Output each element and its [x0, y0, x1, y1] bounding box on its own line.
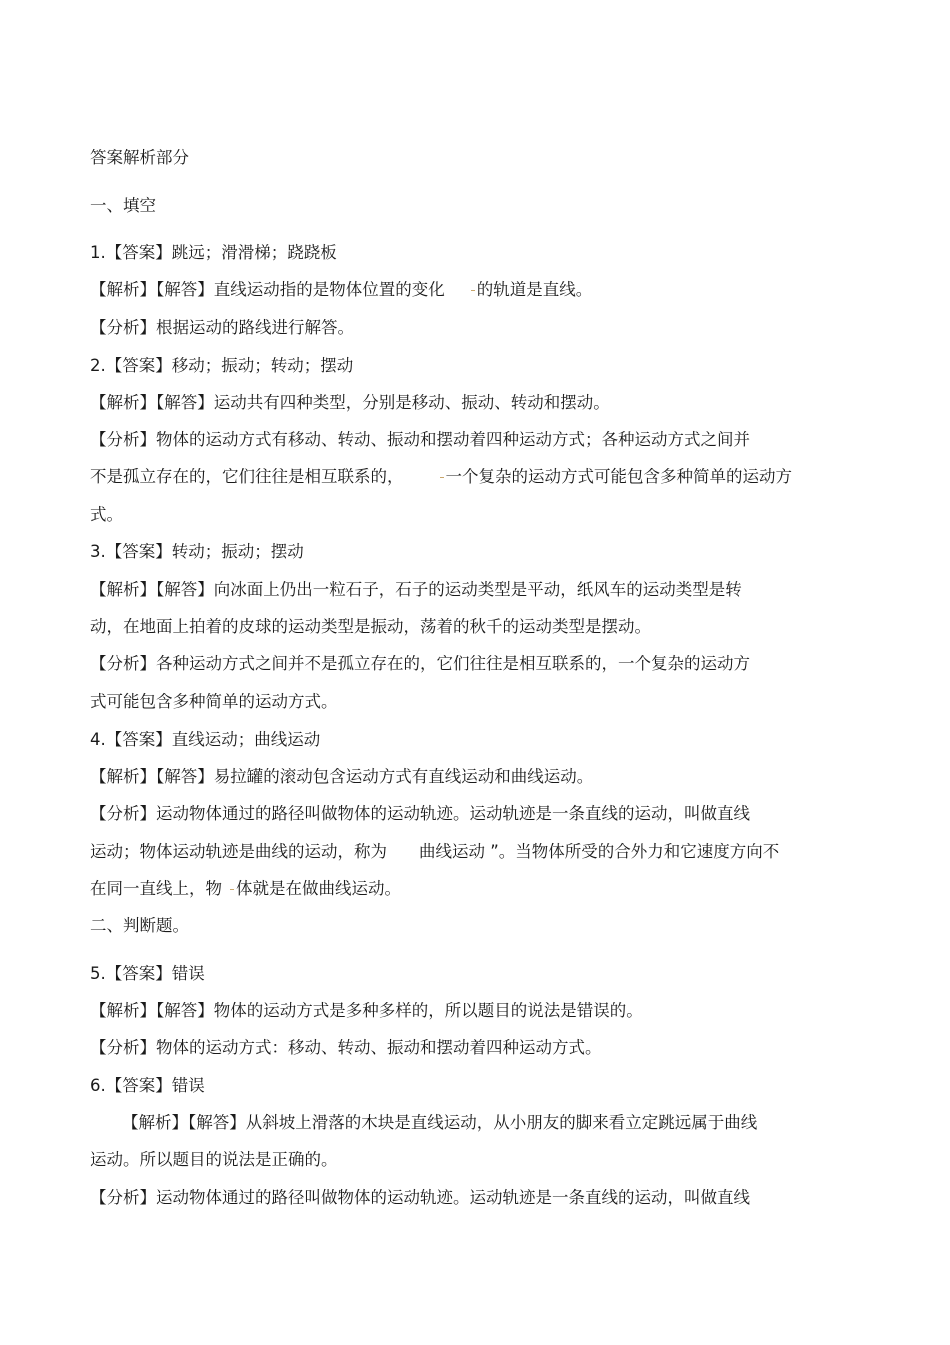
scan-mark — [471, 290, 475, 291]
q3-jiexi-line1: 【解析】【解答】向冰面上仍出一粒石子，石子的运动类型是平动，纸风车的运动类型是转 — [90, 580, 742, 599]
q4-fenxi-line2 — [90, 840, 779, 864]
q4-fenxi-line3 — [90, 877, 401, 901]
q5-fenxi: 【分析】物体的运动方式：移动、转动、振动和摆动着四种运动方式。 — [90, 1038, 602, 1057]
q4-fenxi-line3-part-b: 体就是在做曲线运动。 — [236, 879, 401, 898]
q6-fenxi-line1: 【分析】运动物体通过的路径叫做物体的运动轨迹。运动轨迹是一条直线的运动，叫做直线 — [90, 1188, 750, 1207]
q1-answer: 1.【答案】跳远；滑滑梯；跷跷板 — [90, 243, 337, 262]
q4-answer: 4.【答案】直线运动；曲线运动 — [90, 730, 321, 749]
q1-jiexi-part-b: 的轨道是直线。 — [476, 280, 593, 299]
q6-jiexi-line2: 运动。所以题目的说法是正确的。 — [90, 1150, 338, 1169]
section-heading-fill-blank: 一、填空 — [90, 196, 156, 215]
q4-fenxi-line2-part-a: 运动；物体运动轨迹是曲线的运动，称为 — [90, 842, 387, 861]
q3-fenxi-line2: 式可能包含多种简单的运动方式。 — [90, 692, 338, 711]
q6-jiexi-line1: 【解析】【解答】从斜坡上滑落的木块是直线运动，从小朋友的脚来看立定跳远属于曲线 — [122, 1113, 758, 1132]
q1-fenxi: 【分析】根据运动的路线进行解答。 — [90, 318, 354, 337]
q4-fenxi-line3-part-a: 在同一直线上，物 — [90, 879, 222, 898]
q2-jiexi: 【解析】【解答】运动共有四种类型，分别是移动、振动、转动和摆动。 — [90, 393, 610, 412]
q5-jiexi: 【解析】【解答】物体的运动方式是多种多样的，所以题目的说法是错误的。 — [90, 1001, 643, 1020]
q1-jiexi-part-a: 【解析】【解答】直线运动指的是物体位置的变化 — [90, 280, 445, 299]
q2-fenxi-line2-part-a: 不是孤立存在的，它们往往是相互联系的， — [90, 467, 404, 486]
page-title: 答案解析部分 — [90, 148, 189, 167]
q2-fenxi-line2-part-b: 一个复杂的运动方式可能包含多种简单的运动方 — [445, 467, 792, 486]
scan-mark — [440, 477, 444, 478]
q2-fenxi-line3: 式。 — [90, 505, 123, 524]
q4-fenxi-line2-part-b: 曲线运动 ”。当物体所受的合外力和它速度方向不 — [419, 842, 780, 861]
q1-jiexi — [90, 278, 592, 302]
q6-answer: 6.【答案】错误 — [90, 1076, 205, 1095]
q2-fenxi-line1: 【分析】物体的运动方式有移动、转动、振动和摆动着四种运动方式；各种运动方式之间并 — [90, 430, 750, 449]
q2-answer: 2.【答案】移动；振动；转动；摆动 — [90, 356, 354, 375]
q4-jiexi: 【解析】【解答】易拉罐的滚动包含运动方式有直线运动和曲线运动。 — [90, 767, 594, 786]
q5-answer: 5.【答案】错误 — [90, 964, 205, 983]
q4-fenxi-line1: 【分析】运动物体通过的路径叫做物体的运动轨迹。运动轨迹是一条直线的运动，叫做直线 — [90, 804, 750, 823]
q2-fenxi-line2 — [90, 465, 792, 489]
q3-jiexi-line2: 动，在地面上拍着的皮球的运动类型是振动，荡着的秋千的运动类型是摆动。 — [90, 617, 651, 636]
q3-fenxi-line1: 【分析】各种运动方式之间并不是孤立存在的，它们往往是相互联系的，一个复杂的运动方 — [90, 654, 750, 673]
q3-answer: 3.【答案】转动；振动；摆动 — [90, 542, 304, 561]
scan-mark — [230, 889, 234, 890]
section-heading-judgement: 二、判断题。 — [90, 916, 189, 935]
